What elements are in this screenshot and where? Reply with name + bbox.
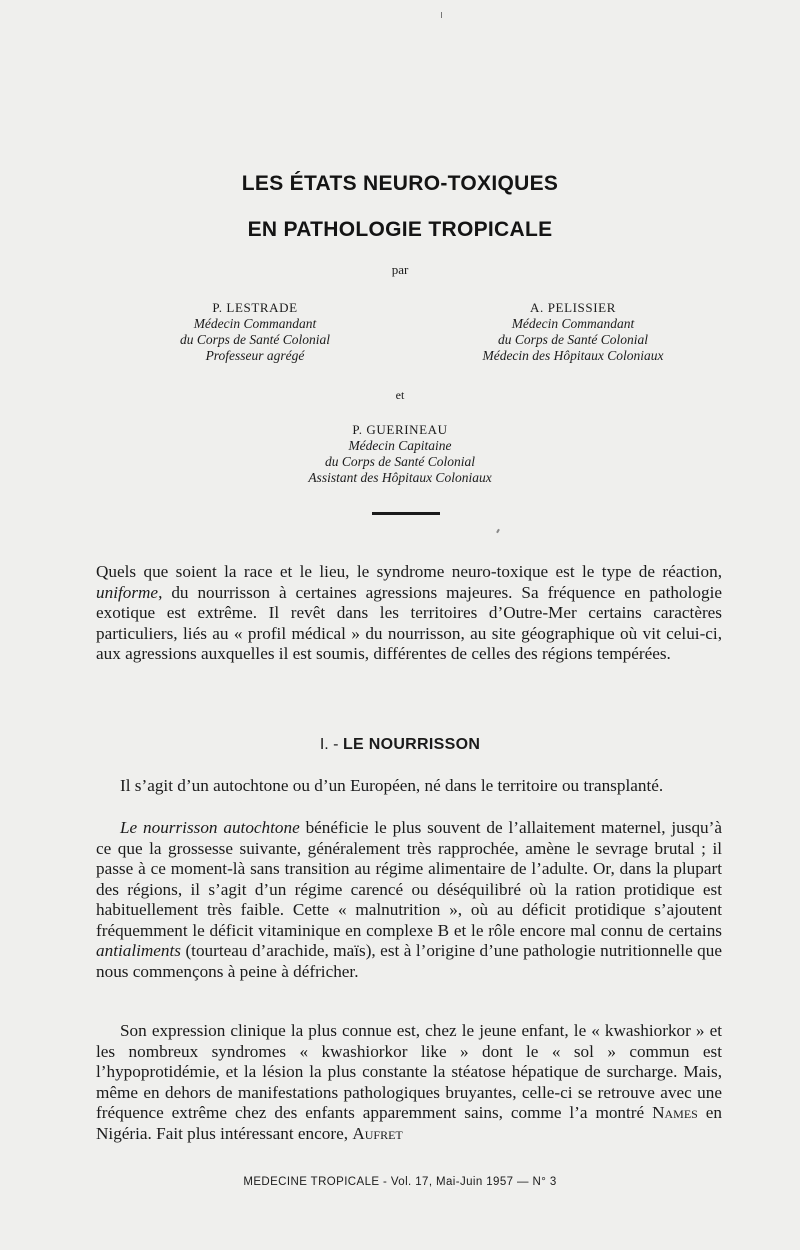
author-pelissier (428, 300, 718, 364)
text-run: en Nigéria. Fait plus intéressant encore, (96, 1103, 723, 1143)
text-run: Quels que soient la race et le lieu, le syndrome neuro-toxique est le type de réaction, (96, 562, 722, 581)
emphasis: uniforme (96, 582, 159, 602)
paragraph-1: Il s’agit d’un autochtone ou d’un Européen, né dans le territoire ou transplanté. (120, 776, 664, 795)
scan-mark (441, 12, 442, 18)
title-line-1: LES ÉTATS NEURO-TOXIQUES (241, 172, 559, 195)
author-name: P. LESTRADE (212, 300, 298, 315)
author-name: P. GUERINEAU (352, 422, 448, 437)
by-label: par (391, 262, 409, 277)
text-run: Son expression clinique la plus connue est, chez le jeune enfant, le « kwashiorkor » et les nombreux syndromes « kwashiorkor like » dont le « sol » commun est l’hypoprotidémie, et la lésion la plus constante la stéatose hépatique de surcharge. Mais, même en dehors de manifestations pathologiques bruyantes, celle-ci se retrouve avec une fréquence extrême chez des enfants apparemment sains, comme l’a montré (96, 1021, 722, 1122)
author-affiliation: du Corps de Santé Colonial (497, 332, 648, 347)
paragraph-3 (96, 1021, 722, 1144)
emphasis: antialiments (96, 941, 181, 960)
author-citation: Aufret (352, 1123, 403, 1143)
author-affiliation: Assistant des Hôpitaux Coloniaux (308, 470, 492, 485)
scan-mark (496, 529, 500, 533)
text-run: , du nourrisson à certaines agressions majeures. Sa fréquence en pathologie exotique est extrême. Il revêt dans les territoires d’Outre-Mer certains caractères particuliers, liés au « profil médical » du nourrisson, au site géographique où vit celui-ci, aux agressions auxquelles il est soumis, différentes de celles des régions tempérées. (96, 582, 722, 663)
author-affiliation: du Corps de Santé Colonial (324, 454, 475, 469)
section-title: LE NOURRISSON (342, 736, 481, 753)
text-run: bénéficie le plus souvent de l’allaitement maternel, jusqu’à ce que la grossesse suivante, généralement très rapprochée, amène le sevrage brutal ; il passe à ce moment-là sans transition au régime alimentaire de l’adulte. Or, dans la plupart des régions, il s’agit d’un régime carencé ou déséquilibré où la ration protidique est habituellement très faible. Cette « malnutrition », où au déficit protidique s’ajoutent fréquemment le déficit vitaminique en complexe B et le rôle encore mal connu de certains (96, 818, 722, 940)
author-affiliation: Médecin des Hôpitaux Coloniaux (482, 348, 664, 363)
section-number: I. - (319, 736, 339, 753)
author-affiliation: Médecin Commandant (511, 316, 635, 331)
author-affiliation: du Corps de Santé Colonial (179, 332, 330, 347)
author-lestrade (135, 300, 375, 364)
author-citation: Names (652, 1103, 698, 1122)
author-name: A. PELISSIER (530, 300, 616, 315)
journal-footer: MEDECINE TROPICALE - Vol. 17, Mai-Juin 1957 — N° 3 (243, 1176, 557, 1188)
section-heading (0, 736, 800, 754)
author-guerineau (260, 422, 540, 486)
and-label: et (395, 388, 405, 402)
text-run: (tourteau d’arachide, maïs), est à l’origine d’une pathologie nutritionnelle que nous commençons à peine à défricher. (96, 941, 722, 981)
author-affiliation: Médecin Commandant (193, 316, 317, 331)
author-affiliation: Professeur agrégé (205, 348, 305, 363)
author-affiliation: Médecin Capitaine (348, 438, 452, 453)
paragraph-2 (96, 818, 722, 982)
separator-rule (372, 512, 440, 515)
title-line-2: EN PATHOLOGIE TROPICALE (247, 218, 553, 241)
intro-paragraph (96, 562, 722, 665)
emphasis: Le nourrisson autochtone (120, 818, 300, 837)
